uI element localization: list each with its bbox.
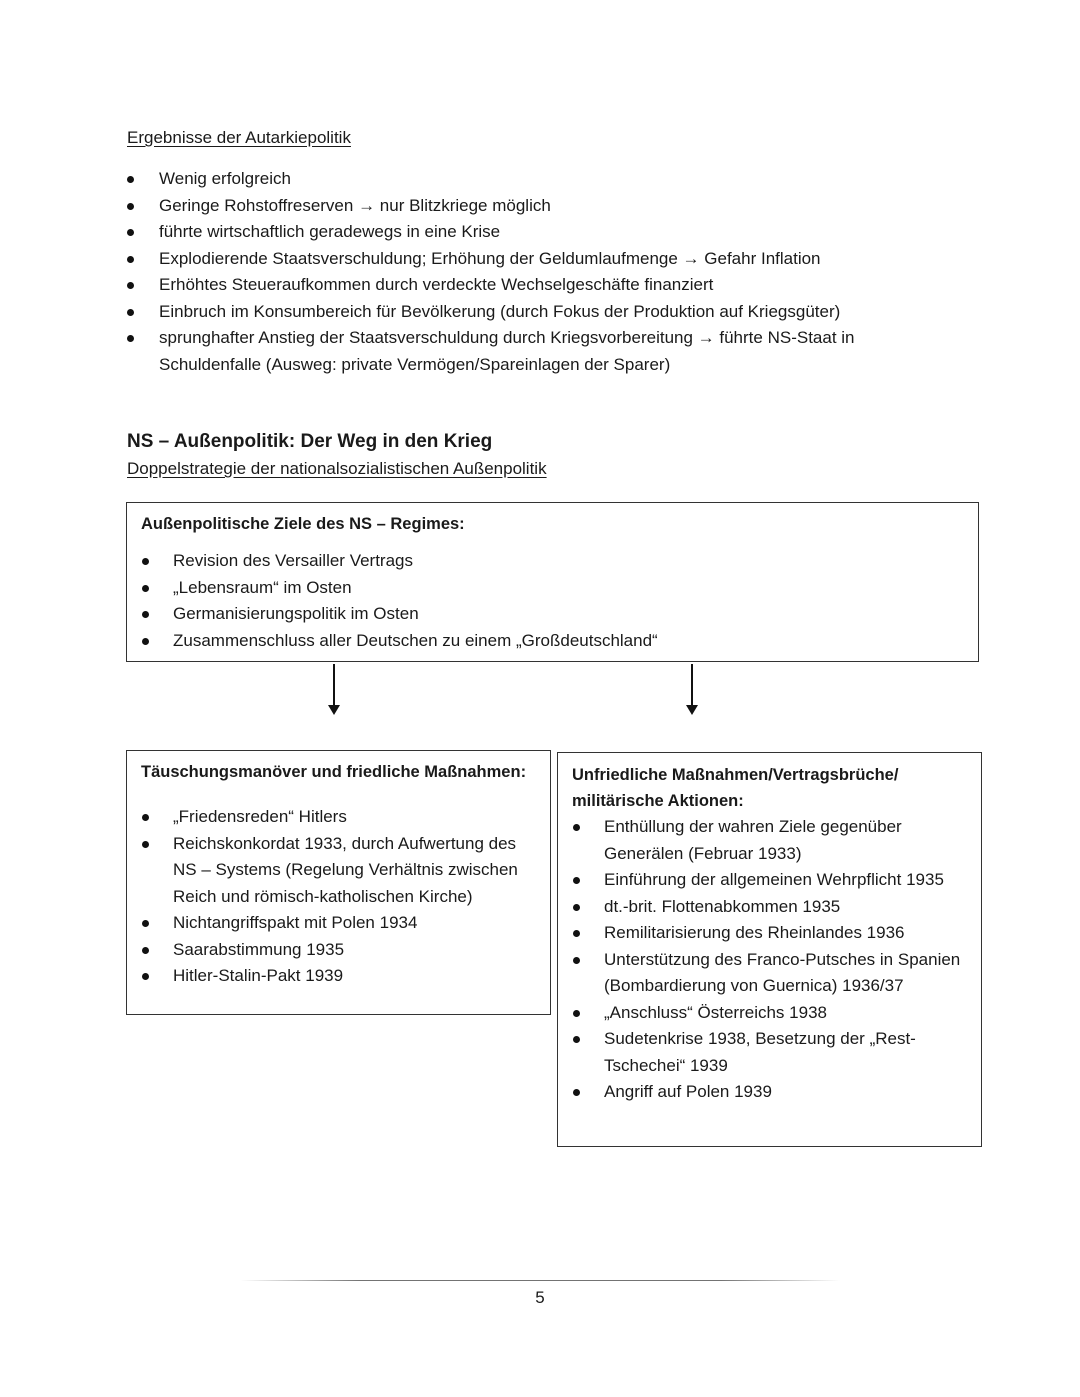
- list-item: Revision des Versailler Vertrags: [141, 548, 964, 575]
- list-item: Explodierende Staatsverschuldung; Erhöhung der Geldumlaufmenge → Gefahr Inflation: [127, 246, 917, 273]
- peaceful-measures-list: [141, 804, 536, 990]
- list-item: Germanisierungspolitik im Osten: [141, 601, 964, 628]
- list-item: Saarabstimmung 1935: [141, 937, 536, 964]
- aggressive-measures-list: [572, 814, 969, 1106]
- results-heading: Ergebnisse der Autarkiepolitik: [127, 128, 351, 147]
- peaceful-measures-box: [126, 750, 551, 1015]
- list-item: „Anschluss“ Österreichs 1938: [572, 1000, 969, 1027]
- list-item: Wenig erfolgreich: [127, 166, 917, 193]
- list-item: Hitler-Stalin-Pakt 1939: [141, 963, 536, 990]
- list-item: Erhöhtes Steueraufkommen durch verdeckte Wechselgeschäfte finanziert: [127, 272, 917, 299]
- results-list: [127, 166, 917, 378]
- list-item: sprunghafter Anstieg der Staatsverschuldung durch Kriegsvorbereitung → führte NS-Staat in Schuldenfalle (Ausweg: private Vermögen/Spareinlagen der Sparer): [127, 325, 917, 378]
- list-item: dt.-brit. Flottenabkommen 1935: [572, 894, 969, 921]
- list-item: „Friedensreden“ Hitlers: [141, 804, 536, 831]
- page-number: 5: [535, 1288, 545, 1307]
- list-item: Reichskonkordat 1933, durch Aufwertung des NS – Systems (Regelung Verhältnis zwischen Reich und römisch-katholischen Kirche): [141, 831, 536, 911]
- section-title: NS – Außenpolitik: Der Weg in den Krieg: [127, 431, 493, 452]
- list-item: führte wirtschaftlich geradewegs in eine Krise: [127, 219, 917, 246]
- goals-box: [126, 502, 979, 662]
- arrow-down-icon: [686, 664, 698, 715]
- list-item: Geringe Rohstoffreserven → nur Blitzkriege möglich: [127, 193, 917, 220]
- list-item: Unterstützung des Franco-Putsches in Spanien (Bombardierung von Guernica) 1936/37: [572, 947, 969, 1000]
- goals-box-title: Außenpolitische Ziele des NS – Regimes:: [141, 515, 465, 533]
- list-item: Remilitarisierung des Rheinlandes 1936: [572, 920, 969, 947]
- arrow-down-icon: [328, 664, 340, 715]
- list-item: Sudetenkrise 1938, Besetzung der „Rest-Tschechei“ 1939: [572, 1026, 969, 1079]
- aggressive-measures-title: Unfriedliche Maßnahmen/Vertragsbrüche/ militärische Aktionen:: [572, 766, 899, 810]
- aggressive-measures-box: [557, 752, 982, 1147]
- peaceful-measures-title: Täuschungsmanöver und friedliche Maßnahmen:: [141, 763, 527, 781]
- list-item: Angriff auf Polen 1939: [572, 1079, 969, 1106]
- list-item: Einführung der allgemeinen Wehrpflicht 1935: [572, 867, 969, 894]
- goals-list: [141, 548, 964, 654]
- list-item: „Lebensraum“ im Osten: [141, 575, 964, 602]
- section-subtitle: Doppelstrategie der nationalsozialistischen Außenpolitik: [127, 459, 547, 478]
- list-item: Einbruch im Konsumbereich für Bevölkerung (durch Fokus der Produktion auf Kriegsgüter): [127, 299, 917, 326]
- list-item: Enthüllung der wahren Ziele gegenüber Generälen (Februar 1933): [572, 814, 969, 867]
- footer-divider: [240, 1280, 840, 1281]
- list-item: Zusammenschluss aller Deutschen zu einem „Großdeutschland“: [141, 628, 964, 655]
- list-item: Nichtangriffspakt mit Polen 1934: [141, 910, 536, 937]
